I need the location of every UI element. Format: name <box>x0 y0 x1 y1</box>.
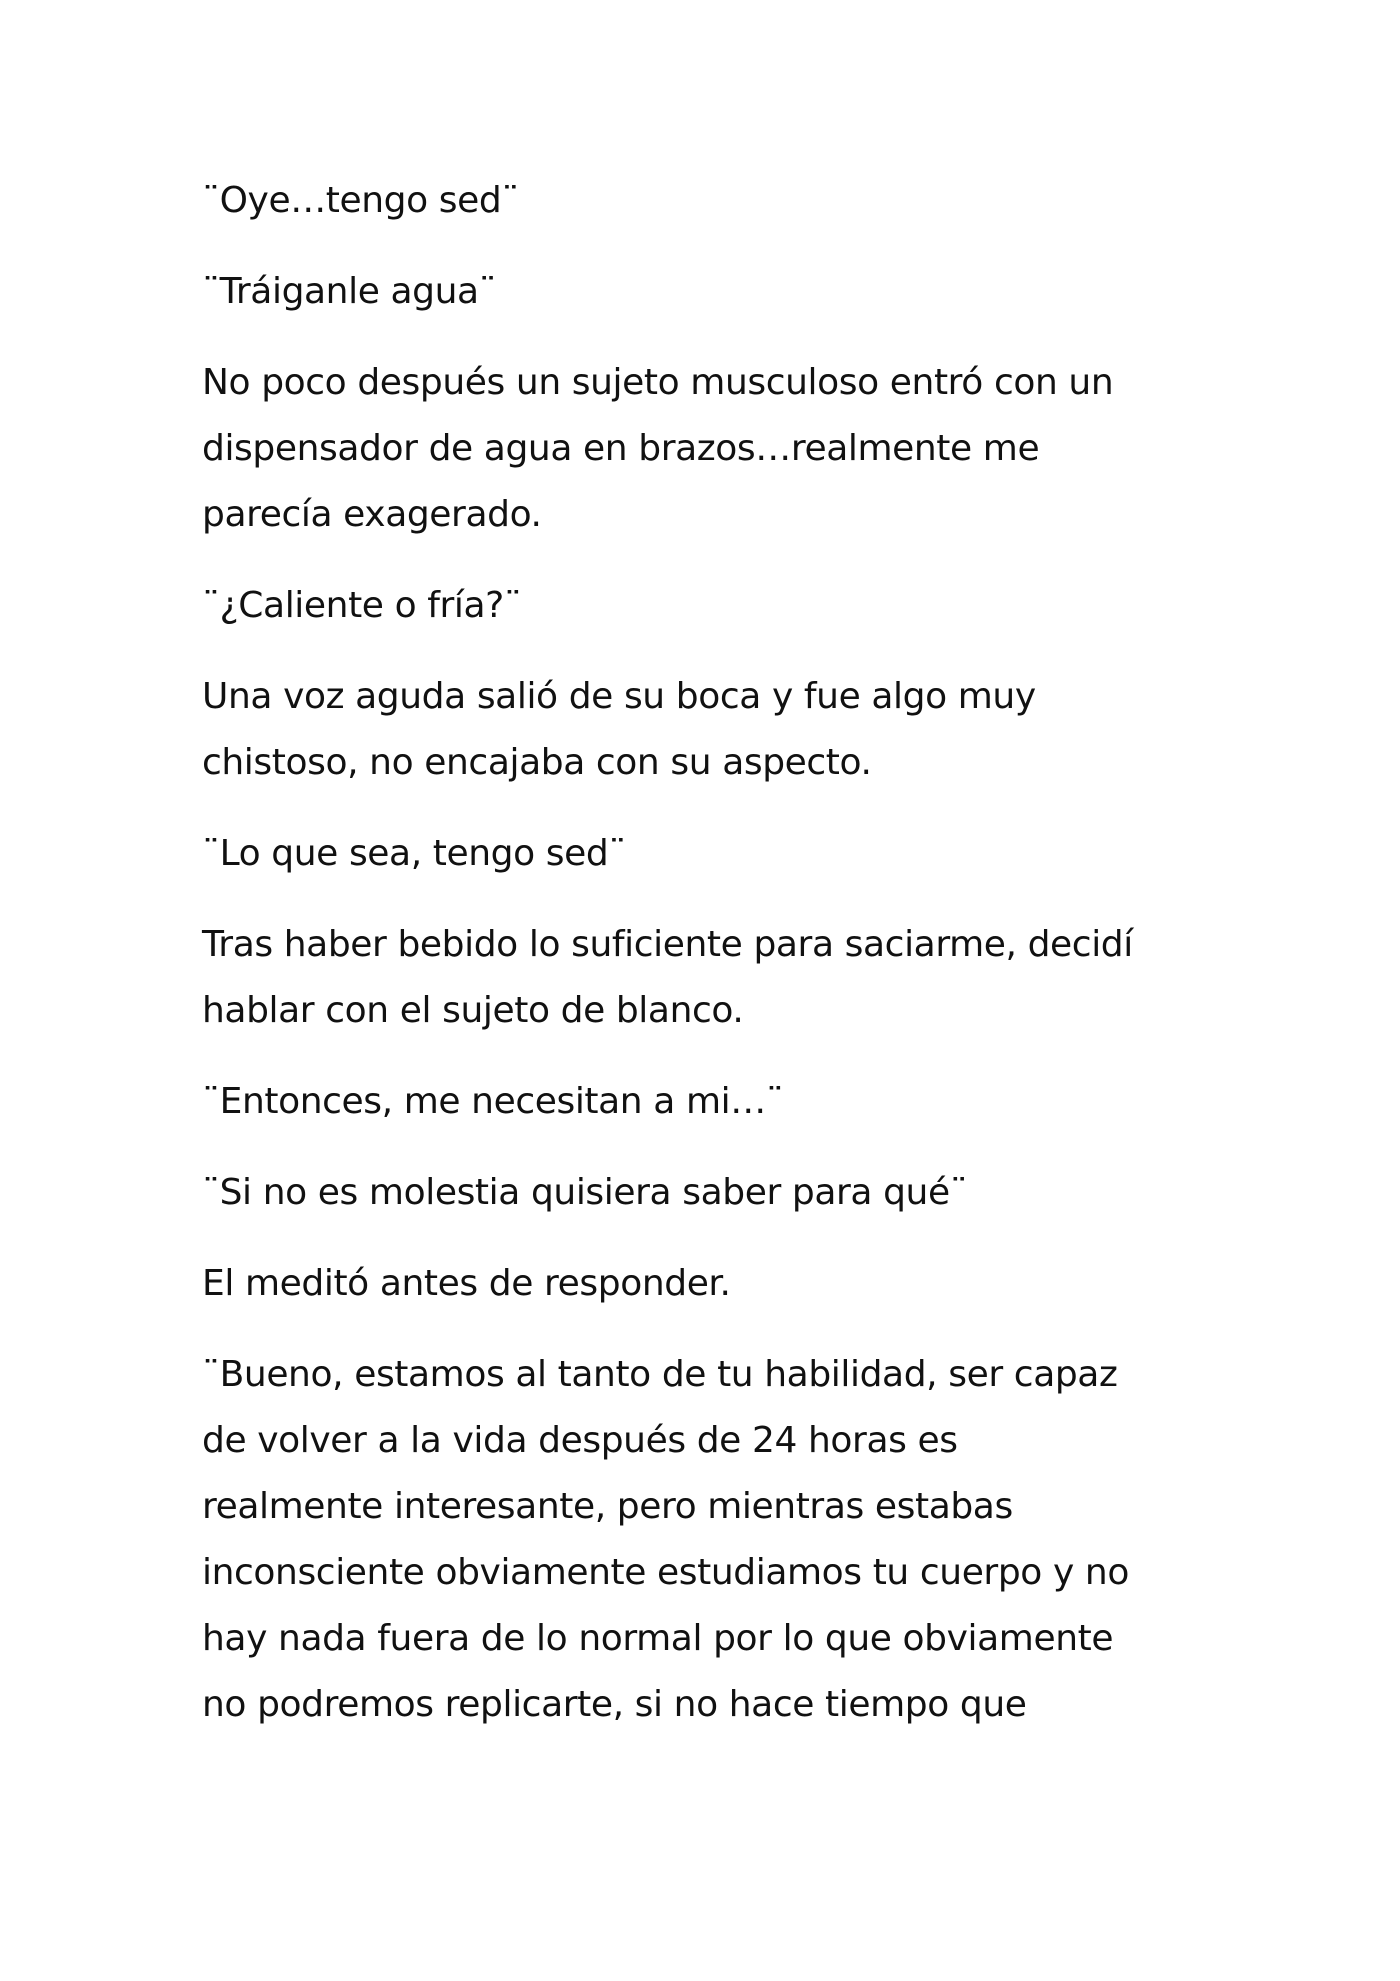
text-line: No poco después un sujeto musculoso entró con un <box>202 362 1114 403</box>
text-line: Tras haber bebido lo suficiente para saciarme, decidí <box>202 924 1133 965</box>
text-line: chistoso, no encajaba con su aspecto. <box>202 742 872 783</box>
text-line: hay nada fuera de lo normal por lo que obviamente <box>202 1618 1114 1659</box>
text-line: inconsciente obviamente estudiamos tu cuerpo y no <box>202 1552 1129 1593</box>
text-line: Una voz aguda salió de su boca y fue algo muy <box>202 676 1036 717</box>
text-line: dispensador de agua en brazos…realmente me <box>202 428 1040 469</box>
paragraph <box>202 259 1222 325</box>
text-line: ¨¿Caliente o fría?¨ <box>202 585 522 626</box>
text-line: ¨Lo que sea, tengo sed¨ <box>202 833 626 874</box>
paragraph <box>202 821 1222 887</box>
paragraph <box>202 1160 1222 1226</box>
text-line: El meditó antes de responder. <box>202 1263 731 1304</box>
paragraph <box>202 573 1222 639</box>
paragraph <box>202 350 1222 548</box>
text-line: ¨Oye…tengo sed¨ <box>202 180 519 221</box>
text-line: realmente interesante, pero mientras estabas <box>202 1486 1013 1527</box>
paragraph <box>202 664 1222 796</box>
text-line: hablar con el sujeto de blanco. <box>202 990 744 1031</box>
text-line: no podremos replicarte, si no hace tiempo que <box>202 1684 1027 1725</box>
text-line: ¨Entonces, me necesitan a mi…¨ <box>202 1081 784 1122</box>
paragraph <box>202 1069 1222 1135</box>
paragraph <box>202 1251 1222 1317</box>
paragraph <box>202 912 1222 1044</box>
document-text <box>202 168 1222 1763</box>
text-line: ¨Si no es molestia quisiera saber para qué¨ <box>202 1172 968 1213</box>
paragraph <box>202 1342 1222 1738</box>
text-line: ¨Bueno, estamos al tanto de tu habilidad, ser capaz <box>202 1354 1118 1395</box>
text-line: parecía exagerado. <box>202 494 542 535</box>
paragraph <box>202 168 1222 234</box>
text-line: de volver a la vida después de 24 horas es <box>202 1420 958 1461</box>
text-line: ¨Tráiganle agua¨ <box>202 271 497 312</box>
